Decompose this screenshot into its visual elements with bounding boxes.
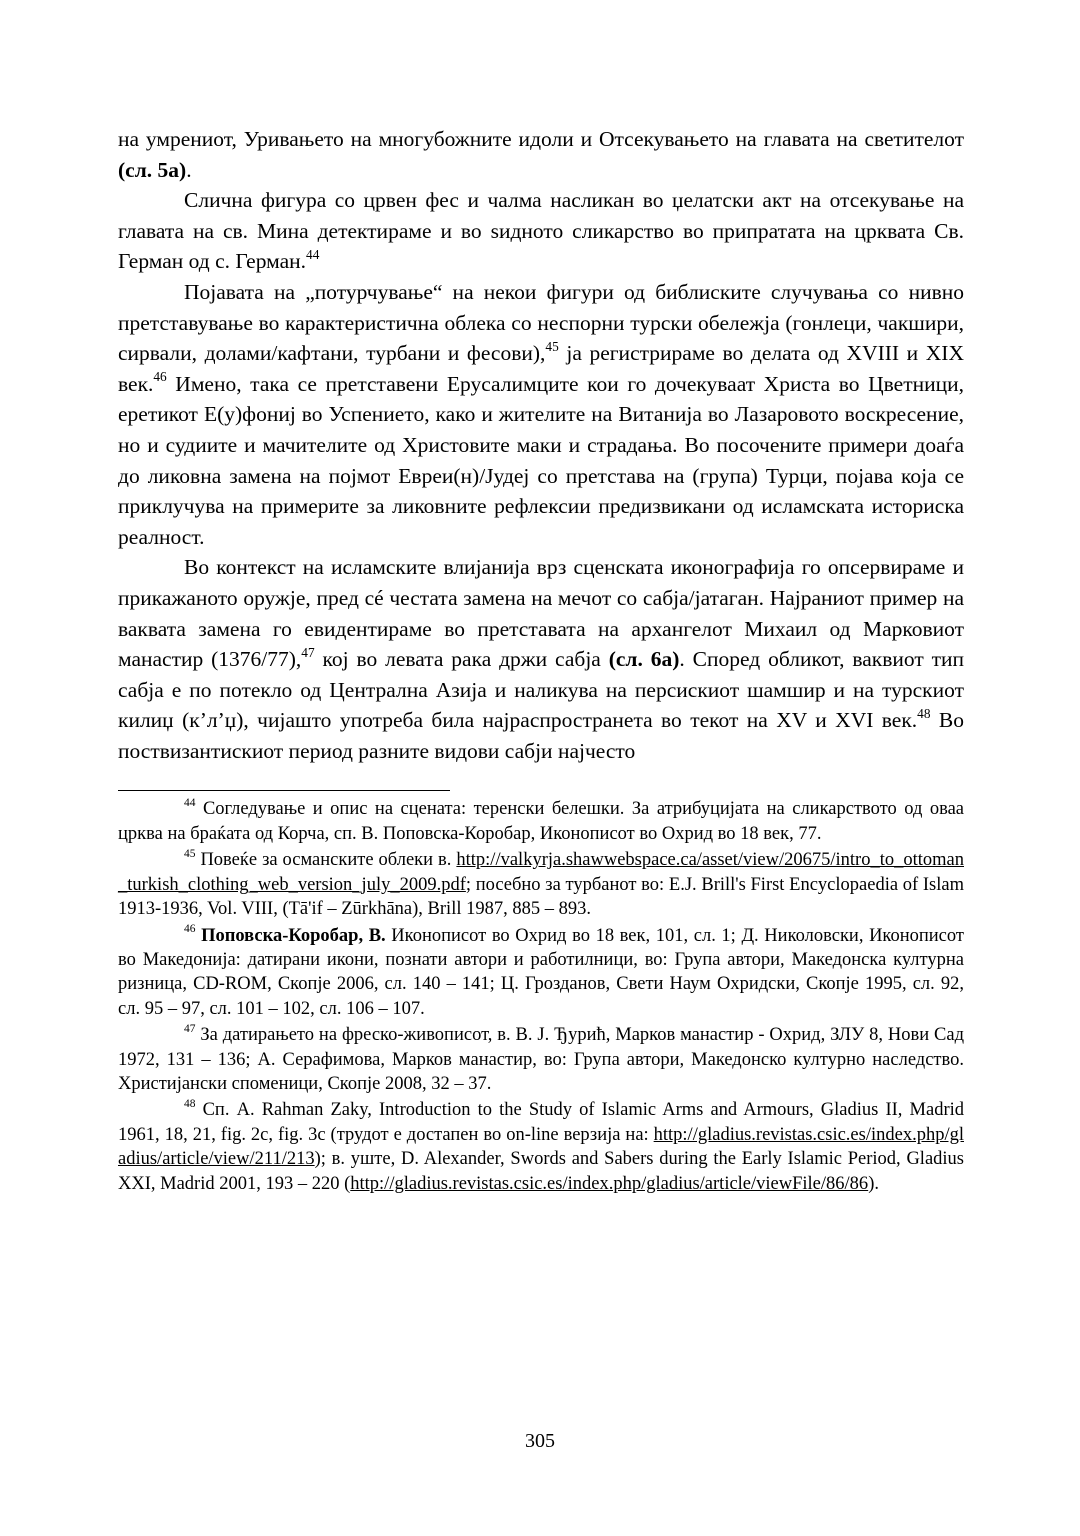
paragraph-1: на умрениот, Уривањето на многубожните идоли и Отсекувањето на главата на светителот (сл. 5а). [118, 127, 964, 182]
body-text [118, 124, 964, 766]
footnote-47: $^{47}$ За датирањето на фреско-живописот, в. В. Ј. Ђурић, Марков манастир - Охрид, ЗЛУ 8, Нови Сад 1972, 131 – 136; А. Серафимова, Марков манастир, во: Група автори, Македонско културно наследство. Христијански споменици, Скопје 2008, 32 – 37. [118, 1022, 964, 1094]
footnote-link[interactable]: http://valkyrja.shawwebspace.ca/asset/view/20675/intro_to_ottoman_turkish_clothing_web_version_july_2009.pdf [118, 850, 964, 895]
footnotes [118, 797, 964, 1196]
footnote-ref-44[interactable]: 44 [306, 246, 320, 262]
footnote-ref-46[interactable]: 46 [153, 369, 167, 385]
footnote-ref-45[interactable]: 45 [545, 338, 559, 354]
footnote-46: $^{46}$ Поповска-Коробар, В. Иконописот во Охрид во 18 век, 101, сл. 1; Д. Николовски, Иконописот во Македонија: датирани икони, познати автори и работилници, во: Група автори, Македонска културна ризница, CD-ROM, Скопје 2006, сл. 140 – 141; Ц. Грозданов, Свети Наум Охридски, Скопје 1995, сл. 92, сл. 95 – 97, сл. 101 – 102, сл. 106 – 107. [118, 923, 964, 1019]
footnote-link[interactable]: http://gladius.revistas.csic.es/index.php/gladius/article/viewFile/86/86 [350, 1173, 869, 1194]
footnote-45: $^{45}$ Повеќе за османските облеки в. http://valkyrja.shawwebspace.ca/asset/view/20675/intro_to_ottoman_turkish_clothing_web_version_july_2009.pdf; посебно за турбанот во: E.J. Brill's First Encyclopaedia of Islam 1913-1936, Vol. VIII, (Tā'if – Zūrkhāna), Brill 1987, 885 – 893. [118, 847, 964, 920]
footnote-link[interactable]: http://gladius.revistas.csic.es/index.php/gladius/article/view/211/213 [118, 1124, 964, 1170]
footnote-ref-47[interactable]: 47 [301, 644, 315, 660]
page-content [118, 124, 964, 1198]
page-number: 305 [525, 1430, 555, 1452]
footnote-ref-48[interactable]: 48 [917, 705, 931, 721]
footnote-44: $^{44}$ Согледување и опис на сцената: теренски белешки. За атрибуцијата на сликарството од оваа црква на браќата од Корча, сп. В. Поповска-Коробар, Иконописот во Охрид во 18 век, 77. [118, 797, 964, 844]
paragraph-3: Појавата на „потурчување“ на некои фигури од библиските случувања со нивно претставување во карактеристична облека со неспорни турски обележја (гонлеци, чакшири, сирвали, долами/кафтани, турбани и фесови),$^{45}$ ја регистрираме во делата од XVIII и XIX век.$^{46}$ Имено, така се претставени Ерусалимците кои го дочекуваат Христа во Цветници, еретикот Е(у)фониј во Успението, како и жителите на Витанија во Лазаровото воскресение, но и судиите и мачителите од Христовите маки и страдања. Во посочените примери доаѓа до ликовна замена на појмот Евреи(н)/Јудеј со претстава на (група) Турци, појава која се приклучува на примерите за ликовните рефлексии предизвикани од исламската историска реалност. [118, 279, 964, 549]
paragraph-2: Слична фигура со црвен фес и чалма насликан во џелатски акт на отсекување на главата на св. Мина детектираме и во ѕидното сликарство во припратата на црквата Св. Герман од с. Герман.$^{44}$ [118, 188, 964, 274]
paragraph-4: Во контекст на исламските влијанија врз сценската иконографија го опсервираме и прикажаното оружје, пред сé честата замена на мечот со сабја/јатаган. Најраниот пример на ваквата замена го евидентираме во претставата на архангелот Михаил од Марковиот манастир (1376/77),$^{47}$ кој во левата рака држи сабја (сл. 6а). Според обликот, ваквиот тип сабја е по потекло од Централна Азија и наликува на персискиот шамшир и на турскиот килиџ (к’л’џ), чијашто употреба била најраспространета во текот на XV и XVI век.$^{48}$ Во поствизантискиот период разните видови сабји најчесто [118, 555, 964, 763]
footnote-48: $^{48}$ Сп. A. Rahman Zaky, Introduction to the Study of Islamic Arms and Armours, Gladius II, Madrid 1961, 18, 21, fig. 2c, fig. 3c (трудот е достапен во on-line верзија на: http://gladius.revistas.csic.es/index.php/gladius/article/view/211/213); в. уште, D. Alexander, Swords and Sabers during the Early Islamic Period, Gladius XXI, Madrid 2001, 193 – 220 (http://gladius.revistas.csic.es/index.php/gladius/article/viewFile/86/86). [118, 1098, 964, 1194]
footnote-divider [118, 790, 450, 791]
figure-reference: (сл. 6а) [608, 647, 680, 672]
figure-reference: (сл. 5а) [118, 157, 187, 182]
